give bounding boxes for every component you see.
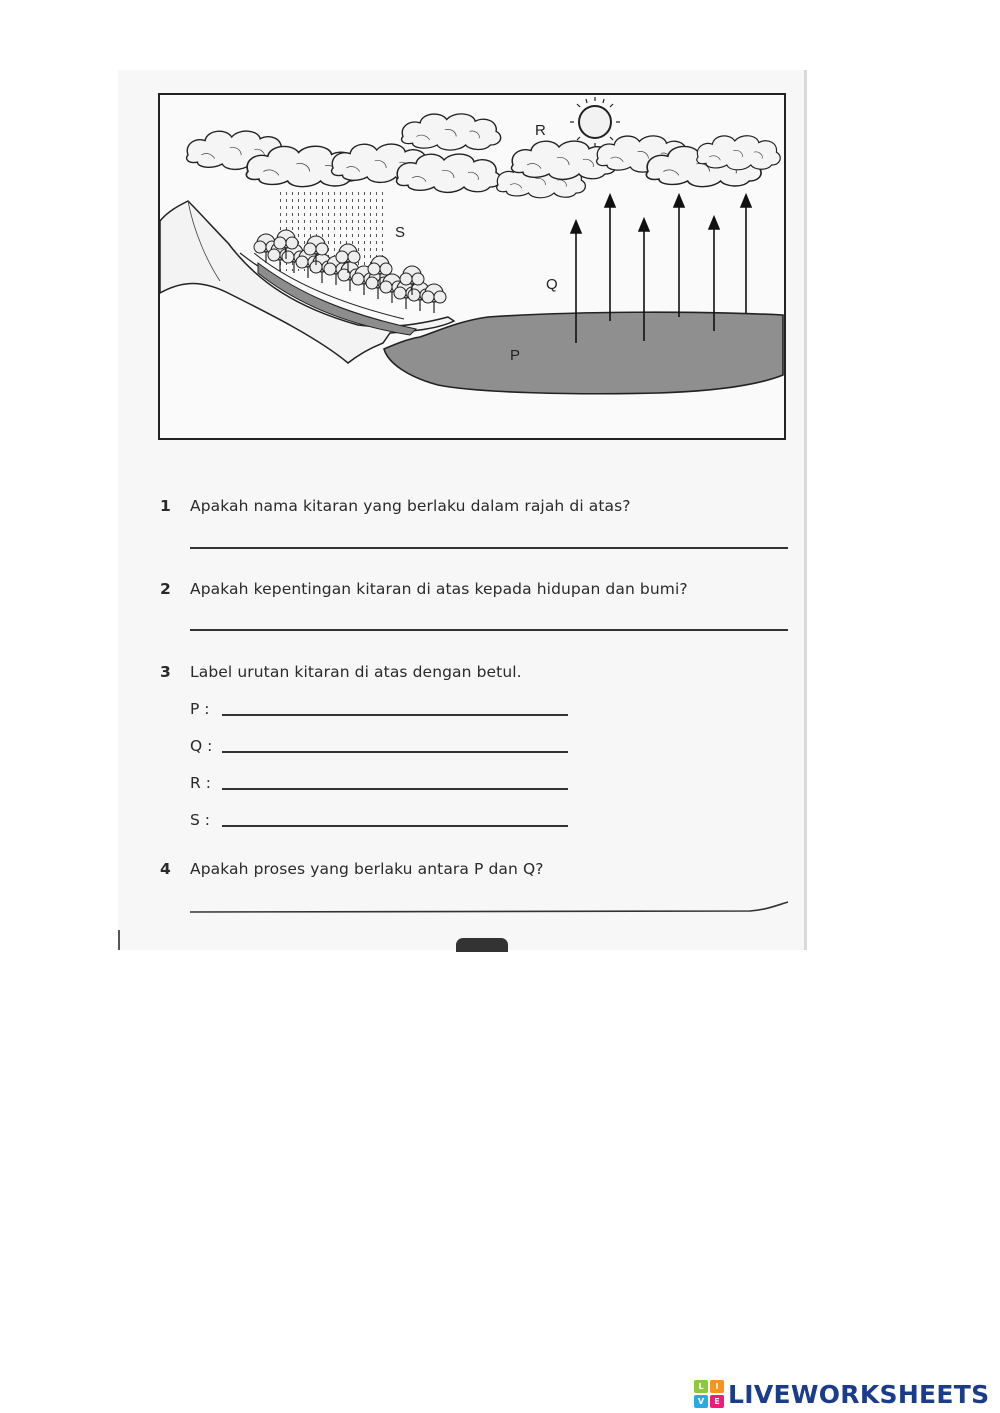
label-s-text: S :: [190, 811, 210, 829]
water-cycle-diagram: [158, 93, 786, 440]
question-number: 2: [160, 580, 171, 598]
brand-name: LIVEWORKSHEETS: [728, 1379, 990, 1409]
question-4: [160, 860, 544, 878]
question-number: 4: [160, 860, 171, 878]
page-number-tab: [456, 938, 508, 952]
answer-line-1[interactable]: [190, 547, 788, 549]
logo-letter: L: [694, 1380, 708, 1393]
answer-line-s[interactable]: [222, 825, 568, 827]
answer-line-2[interactable]: [190, 629, 788, 631]
question-2: [160, 580, 688, 598]
liveworksheets-logo: [694, 1379, 989, 1409]
label-p-text: P :: [190, 700, 210, 718]
question-text: Label urutan kitaran di atas dengan betul.: [190, 663, 522, 681]
answer-line-4[interactable]: [190, 896, 790, 916]
brand-logo-icon: [694, 1380, 724, 1408]
label-q-text: Q :: [190, 737, 213, 755]
label-r-text: R :: [190, 774, 211, 792]
logo-letter: E: [710, 1395, 724, 1408]
question-number: 1: [160, 497, 171, 515]
question-3: [160, 663, 522, 681]
question-1: [160, 497, 631, 515]
label-r: R: [535, 122, 546, 139]
page-edge: [118, 930, 120, 950]
question-text: Apakah kepentingan kitaran di atas kepada hidupan dan bumi?: [190, 580, 688, 598]
label-q: Q: [546, 276, 558, 293]
label-p: P: [510, 347, 521, 364]
logo-letter: V: [694, 1395, 708, 1408]
question-text: Apakah proses yang berlaku antara P dan Q?: [190, 860, 544, 878]
answer-line-p[interactable]: [222, 714, 568, 716]
question-number: 3: [160, 663, 171, 681]
label-s: S: [395, 224, 406, 241]
answer-line-q[interactable]: [222, 751, 568, 753]
question-text: Apakah nama kitaran yang berlaku dalam rajah di atas?: [190, 497, 631, 515]
answer-line-r[interactable]: [222, 788, 568, 790]
logo-letter: I: [710, 1380, 724, 1393]
